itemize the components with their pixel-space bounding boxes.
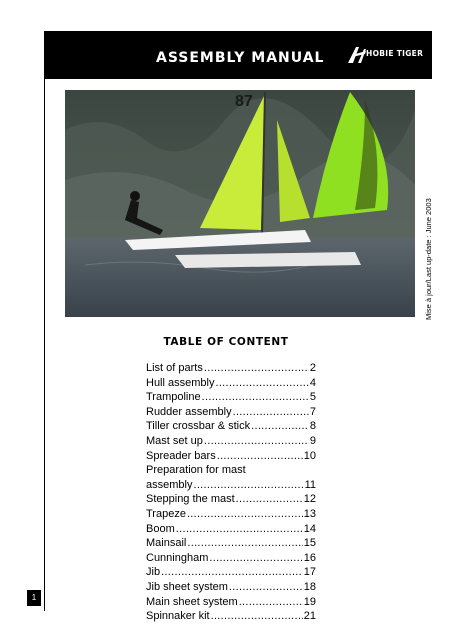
toc-item-page: 14 [303, 522, 316, 535]
toc-item-label: Preparation for mast [146, 464, 246, 477]
toc-leader-dots [233, 405, 309, 420]
toc-item[interactable] [146, 522, 316, 537]
toc-item[interactable] [146, 580, 316, 595]
toc-item-page: 7 [309, 405, 316, 418]
toc-item-page: 18 [303, 580, 316, 593]
toc-item-label: Hull assembly [146, 376, 215, 389]
toc-item[interactable] [146, 565, 316, 580]
toc-item[interactable] [146, 390, 316, 405]
toc-leader-dots [187, 536, 302, 551]
toc-leader-dots [187, 507, 303, 522]
toc-item[interactable] [146, 507, 316, 522]
toc-item-page: 15 [303, 537, 316, 550]
toc-item-page: 13 [303, 507, 316, 520]
sail-number: 87 [235, 93, 253, 110]
toc-item-label: Cunningham [146, 551, 209, 564]
toc-item-label: Main sheet system [146, 595, 238, 608]
left-margin-rule [44, 31, 45, 611]
toc-item-label: Boom [146, 522, 175, 535]
toc-item-label: Mainsail [146, 537, 187, 550]
toc-leader-dots [251, 419, 309, 434]
toc-item-page: 21 [303, 610, 316, 623]
toc-heading: TABLE OF CONTENT [163, 336, 289, 348]
header-bar [44, 31, 432, 79]
page-title: ASSEMBLY MANUAL [156, 50, 325, 66]
hobie-logo [346, 43, 426, 67]
toc-item-label: assembly [146, 478, 193, 491]
toc-item-page: 10 [303, 449, 316, 462]
toc-item-label: Spinnaker kit [146, 610, 210, 623]
toc-item-page: 17 [303, 566, 316, 579]
toc-item[interactable] [146, 609, 316, 624]
toc-item[interactable] [146, 405, 316, 420]
toc-item-label: Jib sheet system [146, 580, 228, 593]
hobie-logo-icon [346, 43, 368, 67]
toc-item-page: 4 [309, 376, 316, 389]
last-update-note: Mise à jour/Last up-date : June 2003 [424, 198, 433, 320]
toc-leader-dots [209, 551, 302, 566]
toc-leader-dots [236, 492, 303, 507]
toc-leader-dots [217, 449, 303, 464]
toc-leader-dots [204, 434, 309, 449]
toc-item[interactable] [146, 449, 316, 464]
toc-item-page: 8 [309, 420, 316, 433]
toc-leader-dots [215, 376, 308, 391]
toc-item[interactable] [146, 595, 316, 610]
toc-item-label: Rudder assembly [146, 405, 232, 418]
toc-item-label: Stepping the mast [146, 493, 235, 506]
page-number: 1 [27, 590, 41, 606]
toc-leader-dots [229, 580, 303, 595]
toc-item-label: Trampoline [146, 391, 201, 404]
logo-text: HOBIE TIGER [366, 49, 424, 58]
toc-item[interactable] [146, 478, 316, 493]
toc-item[interactable] [146, 434, 316, 449]
toc-item[interactable] [146, 463, 316, 478]
toc-item-label: Trapeze [146, 507, 186, 520]
toc-item-page: 5 [309, 391, 316, 404]
toc-leader-dots [202, 390, 309, 405]
toc-item-label: Tiller crossbar & stick [146, 420, 251, 433]
toc-leader-dots [204, 361, 309, 376]
toc-item[interactable] [146, 536, 316, 551]
catamaran-photo [65, 90, 415, 317]
toc-item[interactable] [146, 419, 316, 434]
toc-leader-dots [176, 522, 303, 537]
toc-item-label: Mast set up [146, 434, 203, 447]
toc-leader-dots [211, 609, 303, 624]
toc-item-page: 9 [309, 434, 316, 447]
toc-item-page: 16 [303, 551, 316, 564]
toc-item-page: 12 [303, 493, 316, 506]
toc-leader-dots [239, 595, 303, 610]
toc-item-page: 11 [304, 478, 316, 491]
toc-leader-dots [161, 565, 303, 580]
toc-item-label: List of parts [146, 362, 203, 374]
toc-leader-dots [193, 478, 303, 493]
cover-photo [65, 90, 415, 317]
toc-item-label: Jib [146, 566, 161, 579]
table-of-contents [146, 361, 316, 624]
toc-item-page: 19 [303, 595, 316, 608]
toc-item[interactable] [146, 492, 316, 507]
toc-item-label: Spreader bars [146, 449, 216, 462]
toc-item[interactable] [146, 551, 316, 566]
toc-item[interactable] [146, 361, 316, 376]
toc-item-page: 2 [309, 362, 316, 374]
toc-item[interactable] [146, 376, 316, 391]
